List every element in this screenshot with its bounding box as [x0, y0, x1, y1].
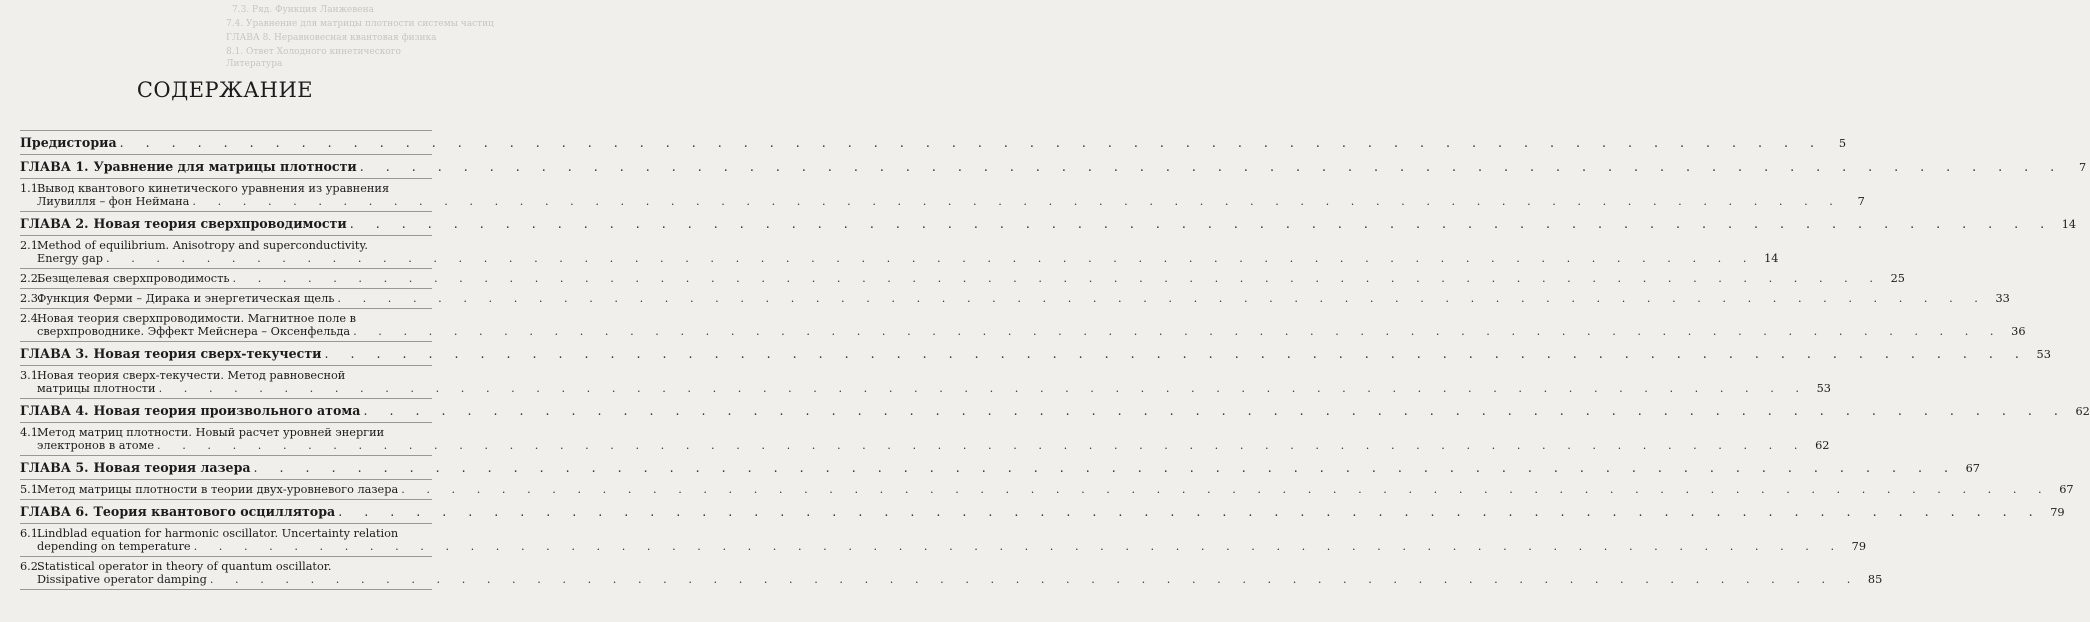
- toc-entry-number: ГЛАВА 1.: [20, 159, 89, 174]
- page-title: СОДЕРЖАНИЕ: [136, 78, 314, 102]
- toc-page-number: 79: [2050, 506, 2065, 519]
- toc-entry-title: Новая теория произвольного атома: [93, 403, 361, 418]
- toc-entry-title: Новая теория сверхпроводимости: [93, 216, 347, 231]
- dot-leader: . . . . . . . . . . . . . . . . . . . . . . . . . . . . . . . . . . . . . . . . . . . . . . . . . . . . . . . . . . . . . . . . . .: [158, 382, 1808, 395]
- toc-section-entry: [20, 236, 1779, 269]
- dot-leader: . . . . . . . . . . . . . . . . . . . . . . . . . . . . . . . . . . . . . . . . . . . . . . . . . . . . . . . . . . . . . . . . . .: [359, 159, 2064, 174]
- toc-page-number: 79: [1851, 540, 1867, 553]
- toc-page-number: 14: [2061, 218, 2077, 231]
- show-through-text: [0, 0, 494, 70]
- toc-page-number: 33: [1995, 292, 2010, 305]
- toc-section-entry: [20, 524, 1867, 557]
- toc-page-number: 53: [1816, 382, 1831, 395]
- show-through-line: ГЛАВА 8. Неравновесная квантовая физика: [226, 33, 437, 43]
- dot-leader: . . . . . . . . . . . . . . . . . . . . . . . . . . . . . . . . . . . . . . . . . . . . . . . . . . . . . . . . . . . . . . . . . .: [353, 325, 2003, 338]
- toc-page-number: 62: [1815, 439, 1830, 452]
- toc-entry-number: ГЛАВА 6.: [20, 504, 89, 519]
- toc-entry-title-continuation: depending on temperature: [37, 540, 191, 553]
- toc-section-entry: [20, 179, 1865, 212]
- toc-chapter-entry: [20, 342, 2051, 366]
- toc-entry-title: Новая теория сверх-текучести. Метод равновесной: [37, 369, 346, 382]
- toc-entry-number: ГЛАВА 3.: [20, 346, 89, 361]
- toc-page-number: 36: [2011, 325, 2026, 338]
- show-through-line: Литература: [226, 59, 283, 69]
- toc-section-entry: [20, 269, 1905, 289]
- toc-page-number: 7: [1857, 195, 1865, 208]
- toc-entry-number: ГЛАВА 2.: [20, 216, 89, 231]
- toc-section-entry: [20, 557, 1883, 590]
- toc-entry-number: 3.1.: [20, 369, 42, 382]
- toc-entry-title-continuation: сверхпроводнике. Эффект Мейснера – Оксенфельда: [37, 325, 351, 338]
- dot-leader: . . . . . . . . . . . . . . . . . . . . . . . . . . . . . . . . . . . . . . . . . . . . . . . . . . . . . . . . . . . . . . . . . .: [363, 403, 2067, 418]
- dot-leader: . . . . . . . . . . . . . . . . . . . . . . . . . . . . . . . . . . . . . . . . . . . . . . . . . . . . . . . . . . . . . . . . . .: [232, 272, 1882, 285]
- toc-entry-title: Lindblad equation for harmonic oscillator. Uncertainty relation: [37, 527, 399, 540]
- toc-entry-number: 1.1.: [20, 182, 42, 195]
- toc-entry-number: 4.1.: [20, 426, 42, 439]
- toc-entry-title-continuation: электронов в атоме: [37, 439, 155, 452]
- toc-entry-number: 2.3.: [20, 292, 42, 305]
- toc-entry-title: Безщелевая сверхпроводимость: [37, 272, 230, 285]
- toc-entry-title: Функция Ферми – Дирака и энергетическая щель: [37, 292, 335, 305]
- dot-leader: . . . . . . . . . . . . . . . . . . . . . . . . . . . . . . . . . . . . . . . . . . . . . . . . . . . . . . . . . . . . . . . . . .: [157, 439, 1807, 452]
- toc-entry-title-continuation: Dissipative operator damping: [37, 573, 207, 586]
- toc-page-number: 14: [1764, 252, 1779, 265]
- toc-entry-title-continuation: Energy gap: [37, 252, 104, 265]
- toc-chapter-entry: [20, 130, 1847, 155]
- dot-leader: . . . . . . . . . . . . . . . . . . . . . . . . . . . . . . . . . . . . . . . . . . . . . . . . . . . . . . . . . . . . . . . . . .: [349, 216, 2054, 231]
- toc-page-number: 67: [2059, 483, 2074, 496]
- toc-section-entry: [20, 289, 2010, 309]
- toc-section-entry: [20, 309, 2026, 342]
- toc-page-number: 5: [1838, 137, 1847, 150]
- toc-entry-number: 2.4.: [20, 312, 42, 325]
- toc-entry-title: Новая теория лазера: [93, 460, 251, 475]
- show-through-line: 7.3. Ряд. Функция Ланжевена: [232, 5, 374, 15]
- toc-chapter-entry: [20, 399, 2090, 423]
- toc-entry-title: Новая теория сверхпроводимости. Магнитное поле в: [37, 312, 357, 325]
- toc-entry-number: 6.1.: [20, 527, 42, 540]
- toc-page-number: 62: [2075, 405, 2090, 418]
- toc-chapter-entry: [20, 155, 2087, 179]
- toc-entry-title: Statistical operator in theory of quantum oscillator.: [37, 560, 332, 573]
- dot-leader: . . . . . . . . . . . . . . . . . . . . . . . . . . . . . . . . . . . . . . . . . . . . . . . . . . . . . . . . . . . . . . . . . .: [401, 483, 2051, 496]
- dot-leader: . . . . . . . . . . . . . . . . . . . . . . . . . . . . . . . . . . . . . . . . . . . . . . . . . . . . . . . . . . . . . . . . . .: [337, 292, 1987, 305]
- toc-page-number: 67: [1965, 462, 1980, 475]
- dot-leader: . . . . . . . . . . . . . . . . . . . . . . . . . . . . . . . . . . . . . . . . . . . . . . . . . . . . . . . . . . . . . . . . . .: [253, 460, 1957, 475]
- toc-entry-number: 2.1.: [20, 239, 42, 252]
- toc-page-number: 53: [2036, 348, 2051, 361]
- toc-page-number: 85: [1867, 573, 1883, 586]
- toc-chapter-entry: [20, 212, 2077, 236]
- toc-entry-title: Уравнение для матрицы плотности: [93, 159, 357, 174]
- toc-section-entry: [20, 366, 1831, 399]
- toc-entry-title: Метод матриц плотности. Новый расчет уровней энергии: [37, 426, 385, 439]
- toc-chapter-entry: [20, 500, 2065, 524]
- toc-entry-title: Вывод квантового кинетического уравнения из уравнения: [37, 182, 390, 195]
- toc-page-number: 7: [2078, 161, 2087, 174]
- toc-entry-number: 2.2.: [20, 272, 42, 285]
- toc-entry-number: ГЛАВА 5.: [20, 460, 89, 475]
- toc-section-entry: [20, 480, 2074, 500]
- toc-section-entry: [20, 423, 1830, 456]
- toc-entry-title: Новая теория сверх-текучести: [93, 346, 322, 361]
- dot-leader: . . . . . . . . . . . . . . . . . . . . . . . . . . . . . . . . . . . . . . . . . . . . . . . . . . . . . . . . . . . . . . . . . .: [106, 252, 1756, 265]
- toc-entry-title: Предисториа: [20, 135, 117, 150]
- show-through-line: 7.4. Уравнение для матрицы плотности системы частиц: [226, 19, 494, 29]
- dot-leader: . . . . . . . . . . . . . . . . . . . . . . . . . . . . . . . . . . . . . . . . . . . . . . . . . . . . . . . . . . . . . . . . . .: [209, 573, 1860, 586]
- dot-leader: . . . . . . . . . . . . . . . . . . . . . . . . . . . . . . . . . . . . . . . . . . . . . . . . . . . . . . . . . . . . . . . . . .: [324, 346, 2028, 361]
- toc-entry-number: 5.1.: [20, 483, 42, 496]
- dot-leader: . . . . . . . . . . . . . . . . . . . . . . . . . . . . . . . . . . . . . . . . . . . . . . . . . . . . . . . . . . . . . . . . . .: [338, 504, 2042, 519]
- toc-page-number: 25: [1890, 272, 1905, 285]
- table-of-contents: [20, 130, 2090, 590]
- dot-leader: . . . . . . . . . . . . . . . . . . . . . . . . . . . . . . . . . . . . . . . . . . . . . . . . . . . . . . . . . . . . . . . . . .: [192, 195, 1842, 208]
- toc-entry-number: 6.2.: [20, 560, 42, 573]
- toc-entry-title-continuation: матрицы плотности: [37, 382, 156, 395]
- dot-leader: . . . . . . . . . . . . . . . . . . . . . . . . . . . . . . . . . . . . . . . . . . . . . . . . . . . . . . . . . . . . . . . . . .: [119, 135, 1824, 150]
- toc-entry-title: Method of equilibrium. Anisotropy and superconductivity.: [37, 239, 368, 252]
- dot-leader: . . . . . . . . . . . . . . . . . . . . . . . . . . . . . . . . . . . . . . . . . . . . . . . . . . . . . . . . . . . . . . . . . .: [193, 540, 1844, 553]
- toc-entry-number: ГЛАВА 4.: [20, 403, 89, 418]
- toc-entry-title: Метод матрицы плотности в теории двух-уровневого лазера: [37, 483, 399, 496]
- show-through-line: 8.1. Ответ Холодного кинетического: [226, 47, 401, 57]
- toc-entry-title: Теория квантового осциллятора: [93, 504, 336, 519]
- toc-chapter-entry: [20, 456, 1980, 480]
- toc-entry-title-continuation: Лиувилля – фон Неймана: [37, 195, 190, 208]
